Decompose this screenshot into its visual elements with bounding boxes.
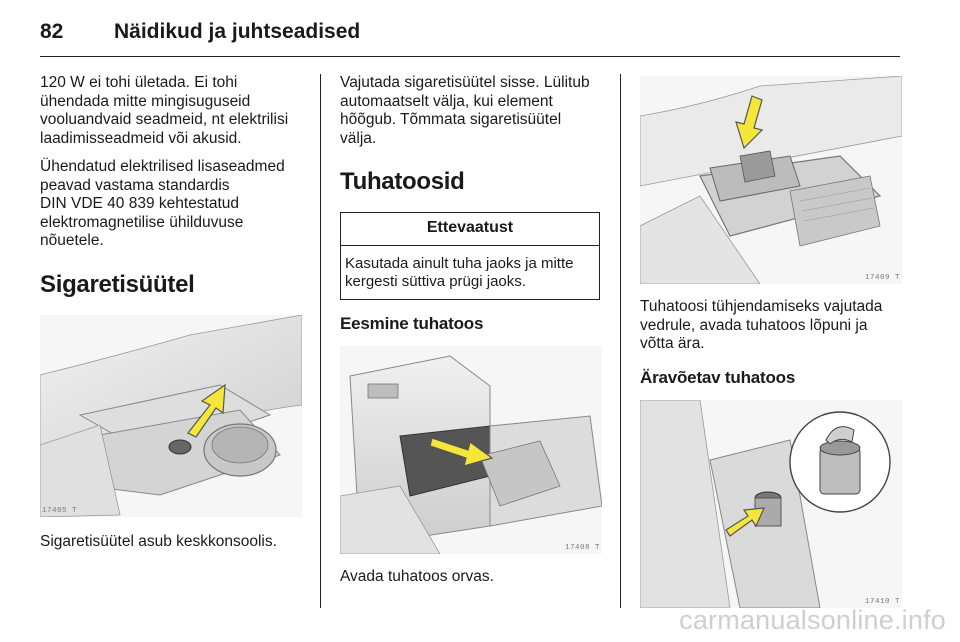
paragraph: Vajutada sigaretisüütel sisse. Lülitub automaatselt välja, kui element hõõgub. Tõmmata sigaretisüütel välja.	[340, 74, 590, 147]
figure-code: 17410 T	[864, 597, 900, 606]
figure-removable-ashtray	[640, 400, 902, 608]
figure-cigarette-lighter	[40, 315, 302, 517]
paragraph: 120 W ei tohi ületada. Ei tohi ühendada mitte mingisuguseid vooluandvaid seadmeid, nt elektrilisi laadimisseadmeid või akusid.	[40, 74, 289, 147]
figure-code: 17408 T	[564, 544, 600, 552]
figure-front-ashtray	[340, 346, 602, 554]
warning-title: Ettevaatust	[341, 213, 599, 246]
figure-ashtray-removal	[640, 76, 902, 284]
column-divider	[320, 74, 321, 608]
figure-code: 17405 T	[42, 506, 78, 515]
warning-text: Kasutada ainult tuha jaoks ja mitte kergesti süttiva prügi jaoks.	[345, 255, 574, 290]
column-divider	[620, 74, 621, 608]
watermark: carmanualsonline.info	[679, 605, 946, 635]
column-2	[340, 74, 602, 597]
column-3	[640, 76, 902, 608]
figure-code: 17409 T	[864, 274, 900, 282]
column-1	[40, 74, 306, 561]
figure-caption: Sigaretisüütel asub keskkonsoolis.	[40, 532, 277, 550]
ashtray-tray-illustration	[640, 76, 902, 284]
page-title: Näidikud ja juhtseadised	[114, 20, 361, 43]
paragraph: Ühendatud elektrilised lisaseadmed peavad vastama standardis DIN VDE 40 839 kehtestatud elektromagnetilise ühilduvuse nõuetele.	[40, 158, 285, 249]
subsection-heading: Äravõetav tuhatoos	[640, 367, 796, 387]
page-number: 82	[40, 20, 64, 43]
console-illustration	[40, 315, 302, 517]
page-header	[40, 16, 900, 57]
ashtray-illustration	[340, 346, 602, 554]
section-heading: Sigaretisüütel	[40, 270, 195, 298]
warning-box	[340, 212, 600, 300]
figure-caption: Avada tuhatoos orvas.	[340, 568, 494, 585]
section-heading: Tuhatoosid	[340, 168, 465, 195]
removable-ashtray-illustration	[640, 400, 902, 608]
paragraph: Tuhatoosi tühjendamiseks vajutada vedrule, avada tuhatoos lõpuni ja võtta ära.	[640, 298, 883, 352]
subsection-heading: Eesmine tuhatoos	[340, 314, 484, 333]
